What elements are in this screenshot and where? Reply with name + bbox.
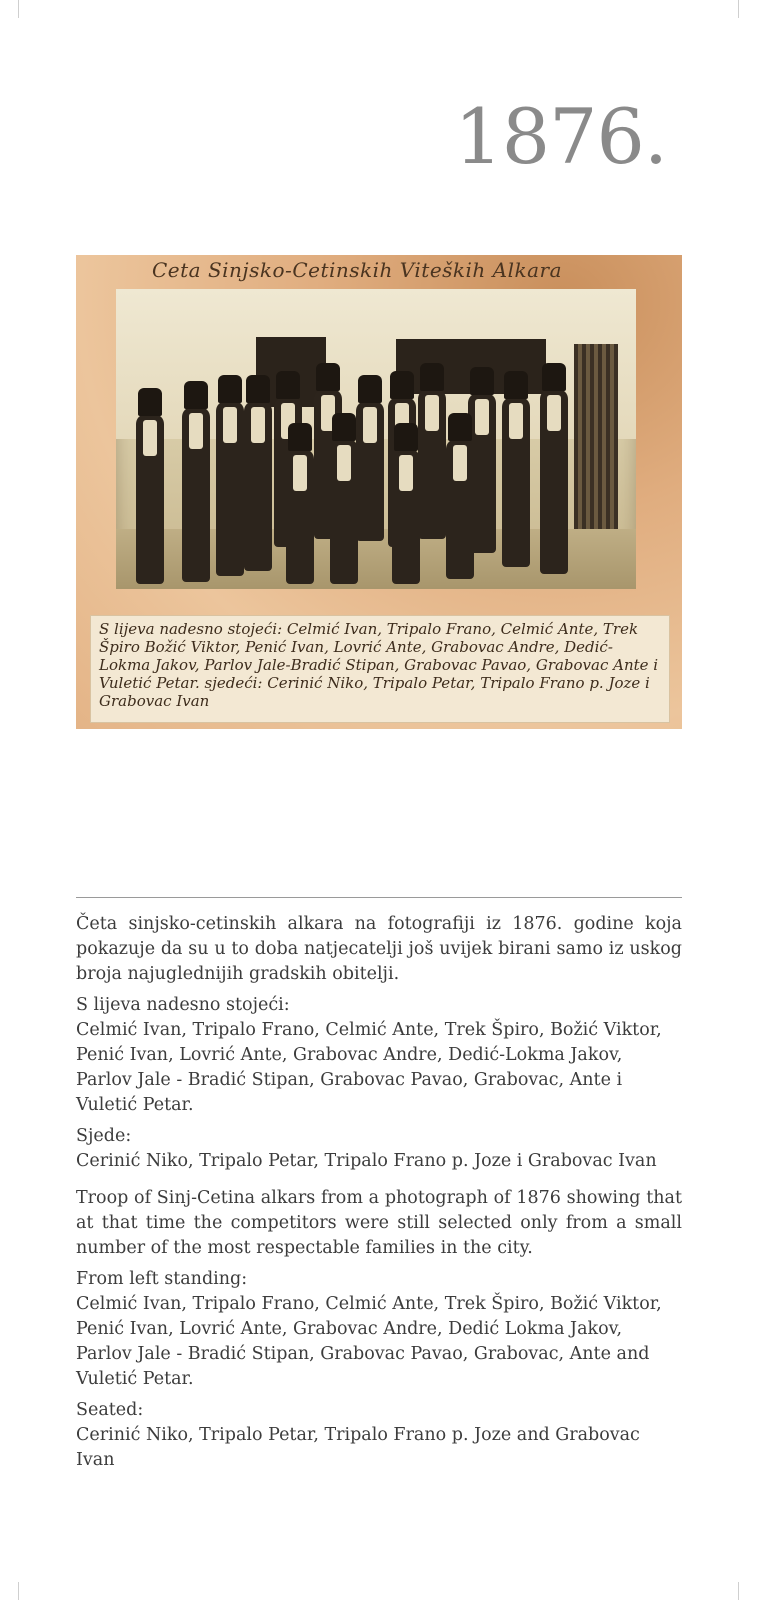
photo-figure — [502, 397, 530, 567]
crop-mark-bottom-left — [18, 1582, 19, 1600]
page-year-title: 1876. — [454, 92, 667, 181]
photo-caption-top: Ceta Sinjsko-Cetinskih Viteških Alkara — [152, 258, 563, 282]
english-standing-label: From left standing: — [76, 1269, 248, 1289]
crop-mark-bottom-right — [738, 1582, 739, 1600]
english-seated-names: Cerinić Niko, Tripalo Petar, Tripalo Frano p. Joze and Grabovac Ivan — [76, 1425, 640, 1470]
croatian-caption — [76, 912, 682, 1174]
photo-figure — [286, 449, 314, 584]
photo-figure — [244, 401, 272, 571]
crop-mark-top-left — [18, 0, 19, 18]
photo-print — [116, 289, 636, 589]
croatian-seated-label: Sjede: — [76, 1126, 132, 1146]
photo-figure — [418, 389, 446, 539]
photo-figure — [216, 401, 244, 576]
photo-figure — [392, 449, 420, 584]
section-divider — [76, 897, 682, 898]
historical-photograph — [76, 255, 682, 729]
english-caption — [76, 1186, 682, 1473]
croatian-standing-names: Celmić Ivan, Tripalo Frano, Celmić Ante, Trek Špiro, Božić Viktor, Penić Ivan, Lovrić Ante, Grabovac Andre, Dedić-Lokma Jakov, Parlov Jale - Bradić Stipan, Grabovac Pavao, Grabovac, Ante i Vuletić Petar. — [76, 1020, 662, 1115]
english-standing-names: Celmić Ivan, Tripalo Frano, Celmić Ante, Trek Špiro, Božić Viktor, Penić Ivan, Lovrić Ante, Grabovac Andre, Dedić Lokma Jakov, Parlov Jale - Bradić Stipan, Grabovac Pavao, Grabovac, Ante and Vuletić Petar. — [76, 1294, 662, 1389]
photo-figure — [136, 414, 164, 584]
photo-figure — [330, 439, 358, 584]
croatian-standing-label: S lijeva nadesno stojeći: — [76, 995, 290, 1015]
croatian-seated-names: Cerinić Niko, Tripalo Petar, Tripalo Frano p. Joze i Grabovac Ivan — [76, 1151, 657, 1171]
crop-mark-top-right — [738, 0, 739, 18]
photo-figure — [356, 401, 384, 541]
croatian-intro: Četa sinjsko-cetinskih alkara na fotografiji iz 1876. godine koja pokazuje da su u to doba natjecatelji još uvijek birani samo iz uskog broja najuglednijih gradskih obitelji. — [76, 914, 682, 984]
english-seated-label: Seated: — [76, 1400, 144, 1420]
photo-figure — [182, 407, 210, 582]
photo-figure — [540, 389, 568, 574]
english-intro: Troop of Sinj-Cetina alkars from a photograph of 1876 showing that at that time the competitors were still selected only from a small number of the most respectable families in the city. — [76, 1188, 682, 1258]
photo-handwritten-caption: S lijeva nadesno stojeći: Celmić Ivan, Tripalo Frano, Celmić Ante, Trek Špiro Božić Viktor, Penić Ivan, Lovrić Ante, Grabovac Andre, Dedić-Lokma Jakov, Parlov Jale-Bradić Stipan, Grabovac Pavao, Grabovac Ante i Vuletić Petar. sjedeći: Cerinić Niko, Tripalo Petar, Tripalo Frano p. Joze i Grabovac Ivan — [90, 615, 670, 723]
photo-figure — [446, 439, 474, 579]
